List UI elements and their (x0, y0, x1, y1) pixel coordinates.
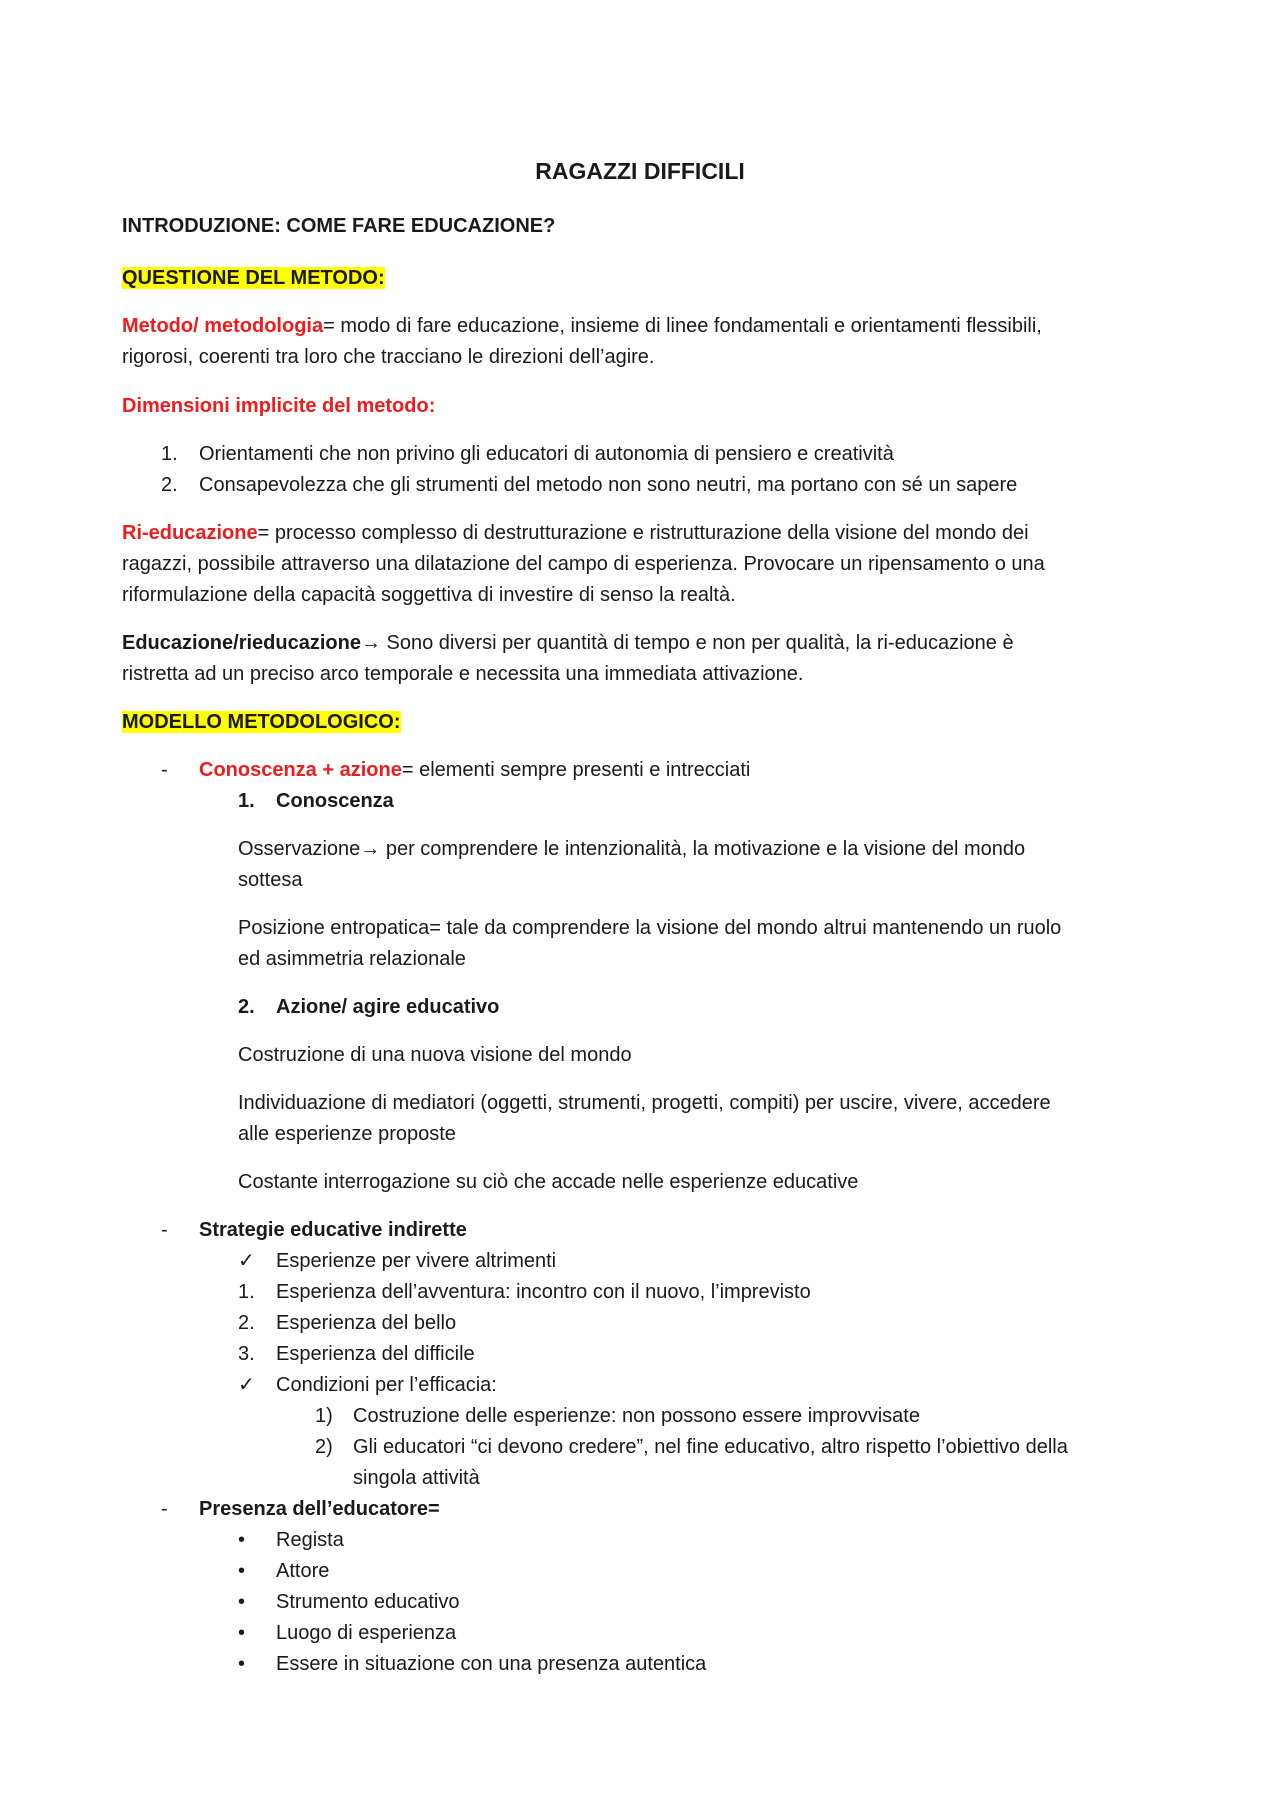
esperienze-label: Esperienze per vivere altrimenti (276, 1250, 557, 1272)
azione-paragraph: Costruzione di una nuova visione del mondo (238, 1044, 632, 1066)
rieducazione-paragraph-line (122, 518, 1029, 549)
highlighted-heading: QUESTIONE DEL METODO: (122, 267, 385, 289)
bullet-icon: • (238, 1591, 246, 1613)
section-heading-modello (122, 707, 401, 738)
section-heading-metodo (122, 263, 385, 294)
list-marker: 1. (238, 790, 255, 812)
dash-marker: - (161, 1498, 168, 1520)
posizione-line: ed asimmetria relazionale (238, 948, 466, 970)
conoscenza-azione-term: Conoscenza + azione (199, 759, 402, 781)
osservazione-text: per comprendere le intenzionalità, la motivazione e la visione del mondo (380, 838, 1026, 860)
metodo-text: = modo di fare educazione, insieme di linee fondamentali e orientamenti flessibili, (323, 315, 1042, 337)
list-item: singola attività (353, 1467, 480, 1489)
metodo-paragraph-line (122, 311, 1042, 342)
metodo-term: Metodo/ metodologia (122, 315, 324, 337)
osservazione-line (238, 834, 1025, 865)
conoscenza-heading: Conoscenza (276, 790, 394, 812)
azione-heading: Azione/ agire educativo (276, 996, 500, 1018)
metodo-paragraph-line: rigorosi, coerenti tra loro che tracciano le direzioni dell’agire. (122, 346, 655, 368)
list-item: Gli educatori “ci devono credere”, nel fine educativo, altro rispetto l’obiettivo della (353, 1436, 1068, 1458)
conoscenza-azione-line (199, 755, 750, 786)
list-marker: 2) (315, 1436, 333, 1458)
list-marker: 2. (161, 474, 178, 496)
checkmark-icon: ✓ (238, 1250, 255, 1272)
list-item: Luogo di esperienza (276, 1622, 457, 1644)
document-title: RAGAZZI DIFFICILI (535, 158, 745, 184)
azione-paragraph: Costante interrogazione su ciò che accade nelle esperienze educative (238, 1171, 859, 1193)
osservazione-line: sottesa (238, 869, 303, 891)
rieducazione-paragraph-line: ragazzi, possibile attraverso una dilatazione del campo di esperienza. Provocare un ripensamento o una (122, 553, 1045, 575)
posizione-line: Posizione entropatica= tale da comprendere la visione del mondo altrui mantenendo un ruolo (238, 917, 1062, 939)
educazione-paragraph-line (122, 628, 1014, 659)
strategie-heading: Strategie educative indirette (199, 1219, 467, 1241)
intro-heading: INTRODUZIONE: COME FARE EDUCAZIONE? (122, 215, 556, 237)
rieducazione-text: = processo complesso di destrutturazione e ristrutturazione della visione del mondo dei (257, 522, 1029, 544)
dash-marker: - (161, 1219, 168, 1241)
list-item: Orientamenti che non privino gli educatori di autonomia di pensiero e creatività (199, 443, 894, 465)
dash-marker: - (161, 759, 168, 781)
list-item: Esperienza dell’avventura: incontro con il nuovo, l’imprevisto (276, 1281, 811, 1303)
arrow-right-icon: → (360, 838, 381, 860)
presenza-heading: Presenza dell’educatore= (199, 1498, 440, 1520)
list-item: Esperienza del difficile (276, 1343, 475, 1365)
list-marker: 1) (315, 1405, 333, 1427)
list-item: Costruzione delle esperienze: non possono essere improvvisate (353, 1405, 920, 1427)
list-item: Essere in situazione con una presenza autentica (276, 1653, 707, 1675)
azione-paragraph: alle esperienze proposte (238, 1123, 456, 1145)
highlighted-heading: MODELLO METODOLOGICO: (122, 711, 401, 733)
condizioni-label: Condizioni per l’efficacia: (276, 1374, 497, 1396)
list-item: Esperienza del bello (276, 1312, 457, 1334)
list-marker: 1. (161, 443, 178, 465)
bullet-icon: • (238, 1529, 246, 1551)
rieducazione-term: Ri-educazione (122, 522, 258, 544)
list-marker: 1. (238, 1281, 255, 1303)
list-marker: 2. (238, 1312, 255, 1334)
list-item: Strumento educativo (276, 1591, 460, 1613)
educazione-text: Sono diversi per quantità di tempo e non per qualità, la ri-educazione è (380, 632, 1014, 654)
list-item: Consapevolezza che gli strumenti del metodo non sono neutri, ma portano con sé un sapere (199, 474, 1018, 496)
bullet-icon: • (238, 1622, 246, 1644)
list-marker: 3. (238, 1343, 255, 1365)
checkmark-icon: ✓ (238, 1374, 255, 1396)
conoscenza-azione-text: = elementi sempre presenti e intrecciati (401, 759, 751, 781)
bullet-icon: • (238, 1560, 246, 1582)
educazione-term: Educazione/rieducazione (122, 632, 361, 654)
azione-paragraph: Individuazione di mediatori (oggetti, strumenti, progetti, compiti) per uscire, vivere, accedere (238, 1092, 1051, 1114)
list-marker: 2. (238, 996, 255, 1018)
rieducazione-paragraph-line: riformulazione della capacità soggettiva di investire di senso la realtà. (122, 584, 736, 606)
list-item: Attore (276, 1560, 330, 1582)
dimensioni-heading: Dimensioni implicite del metodo: (122, 395, 436, 417)
arrow-right-icon: → (360, 632, 381, 654)
list-item: Regista (276, 1529, 344, 1551)
bullet-icon: • (238, 1653, 246, 1675)
osservazione-term: Osservazione (238, 838, 361, 860)
educazione-paragraph-line: ristretta ad un preciso arco temporale e necessita una immediata attivazione. (122, 663, 804, 685)
